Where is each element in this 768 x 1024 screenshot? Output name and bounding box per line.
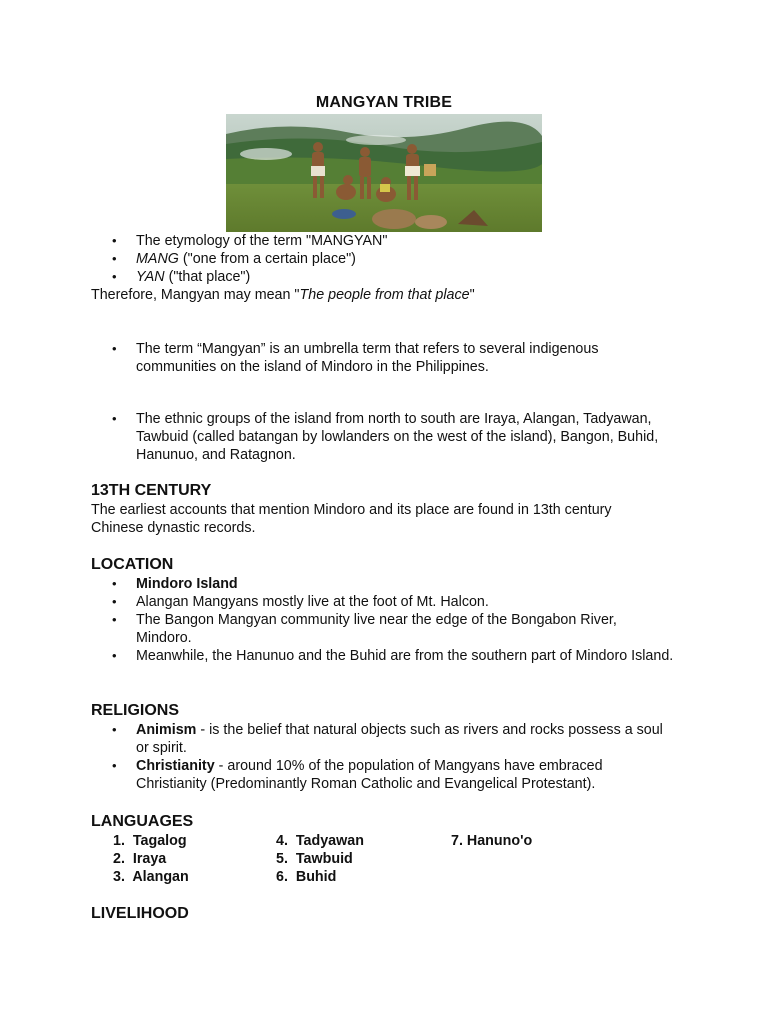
century-section bbox=[91, 481, 666, 537]
list-item bbox=[91, 721, 676, 757]
bullet-text: The Bangon Mangyan community live near the edge of the Bongabon River, Mindoro. bbox=[136, 612, 617, 646]
religion-desc: - around 10% of the population of Mangyans have embraced Christianity (Predominantly Roman Catholic and Evangelical Protestant). bbox=[136, 758, 603, 792]
bullet-text: The ethnic groups of the island from north to south are Iraya, Alangan, Tadyawan, Tawbuid (called batangan by lowlanders on the west of the island), Bangon, Buhid, Hanunuo, and Ratagnon. bbox=[136, 411, 659, 463]
languages-section bbox=[91, 812, 676, 832]
list-item bbox=[91, 593, 676, 611]
language-item: 6. Buhid bbox=[276, 869, 337, 885]
etymology-list bbox=[91, 232, 711, 286]
language-item: 3. Alangan bbox=[113, 869, 189, 885]
religion-desc: - is the belief that natural objects such as rivers and rocks possess a soul or spirit. bbox=[136, 722, 663, 756]
location-heading: LOCATION bbox=[91, 556, 174, 573]
page-title: MANGYAN TRIBE bbox=[315, 94, 453, 111]
languages-heading: LANGUAGES bbox=[91, 813, 194, 830]
list-item bbox=[91, 268, 711, 286]
list-item bbox=[91, 647, 676, 665]
religion-term: Christianity bbox=[136, 758, 215, 774]
list-item bbox=[91, 410, 676, 464]
term-section bbox=[91, 340, 676, 376]
religions-section bbox=[91, 701, 676, 793]
etymology-section bbox=[91, 232, 711, 304]
therefore-post: " bbox=[469, 287, 475, 303]
bullet-text: The term “Mangyan” is an umbrella term that refers to several indigenous communities on the island of Mindoro in the Philippines. bbox=[136, 341, 599, 375]
language-item: 1. Tagalog bbox=[113, 833, 187, 849]
italic-term: YAN bbox=[136, 269, 165, 285]
bullet-text: Alangan Mangyans mostly live at the foot of Mt. Halcon. bbox=[136, 594, 489, 610]
list-item bbox=[91, 232, 711, 250]
list-item bbox=[91, 757, 676, 793]
language-item: 4. Tadyawan bbox=[276, 833, 364, 849]
location-list bbox=[91, 575, 676, 665]
italic-term: MANG bbox=[136, 251, 179, 267]
ethnic-section bbox=[91, 410, 676, 464]
list-item bbox=[91, 611, 676, 647]
therefore-line bbox=[91, 286, 711, 304]
century-text: The earliest accounts that mention Mindoro and its place are found in 13th century Chinese dynastic records. bbox=[91, 502, 612, 536]
languages-column-1 bbox=[113, 832, 189, 886]
bullet-text: Mindoro Island bbox=[136, 576, 238, 592]
list-item bbox=[91, 340, 676, 376]
language-item: 7. Hanuno'o bbox=[451, 833, 533, 849]
therefore-pre: Therefore, Mangyan may mean " bbox=[91, 287, 300, 303]
livelihood-section bbox=[91, 904, 676, 924]
bullet-text: The etymology of the term "MANGYAN" bbox=[136, 233, 388, 249]
mangyan-group-photo bbox=[226, 114, 542, 232]
languages-column-3 bbox=[451, 832, 532, 850]
list-item bbox=[91, 575, 676, 593]
bullet-text: ("one from a certain place") bbox=[178, 251, 356, 267]
religion-term: Animism bbox=[136, 722, 197, 738]
language-item: 2. Iraya bbox=[113, 851, 167, 867]
location-section bbox=[91, 555, 676, 665]
religions-list bbox=[91, 721, 676, 793]
bullet-text: ("that place") bbox=[164, 269, 251, 285]
photo-illustration bbox=[226, 114, 542, 232]
livelihood-heading: LIVELIHOOD bbox=[91, 905, 189, 922]
century-heading: 13TH CENTURY bbox=[91, 482, 212, 499]
therefore-emphasis: The people from that place bbox=[299, 287, 470, 303]
list-item bbox=[91, 250, 711, 268]
language-item: 5. Tawbuid bbox=[276, 851, 353, 867]
bullet-text: Meanwhile, the Hanunuo and the Buhid are from the southern part of Mindoro Island. bbox=[136, 648, 674, 664]
religions-heading: RELIGIONS bbox=[91, 702, 180, 719]
languages-column-2 bbox=[276, 832, 364, 886]
